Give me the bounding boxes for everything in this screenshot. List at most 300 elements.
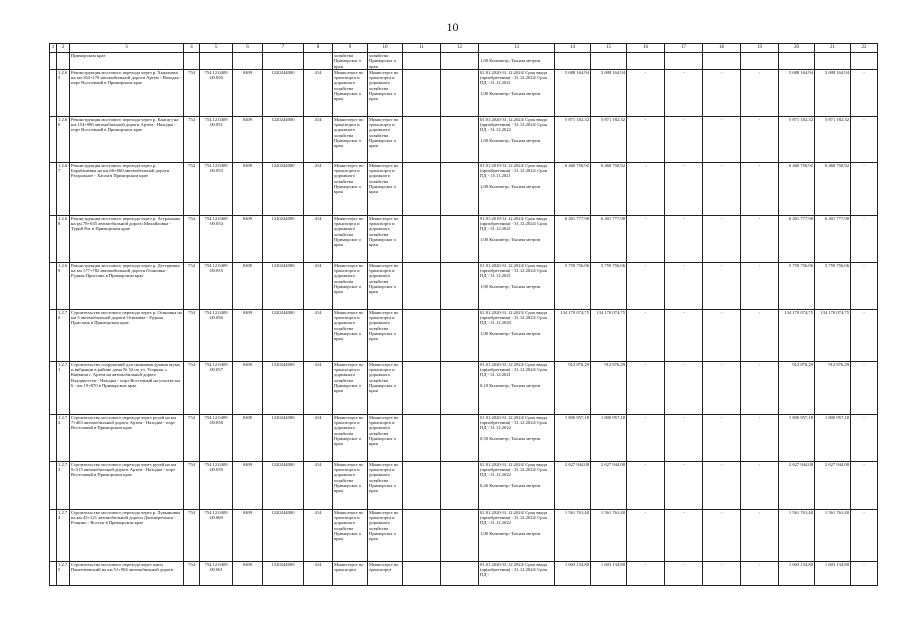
row-number: 1.2.67 [57, 162, 70, 215]
col-6: 0409 [233, 116, 263, 162]
col-18: - [703, 461, 741, 509]
column-number-11: 11 [403, 44, 441, 53]
term-text: 01.01.2020-31.12.2024/ Срок ввода (приобретения) - 31.12.2024/ Срок ПД - 31.12.2022 [480, 509, 548, 526]
col-1 [50, 116, 57, 162]
table-row [50, 461, 878, 509]
row-number: 1.2.68 [57, 215, 70, 262]
column-number-3: 3 [70, 44, 184, 53]
col-9: Министерст во транспорта [333, 561, 368, 585]
col-4: 754 [184, 215, 200, 262]
col-4: 754 [184, 309, 200, 361]
col-6: 0409 [233, 561, 263, 585]
col-16: - [627, 414, 665, 461]
col-19: - [741, 116, 779, 162]
col-20: 2 627 944,08 [779, 461, 815, 509]
col-1 [50, 561, 57, 585]
col-4: 754 [184, 561, 200, 585]
term-text: 01.01.2020-31.12.2024/ Срок ввода (приобретения) - 31.12.2024/ Срок ПД - 31.12.2022 [480, 116, 548, 133]
col-17: - [665, 116, 703, 162]
col-22: - [851, 116, 878, 162]
col-11 [403, 262, 441, 309]
col-5: 754.12.0409 .00.056 [200, 309, 233, 361]
column-number-21: 21 [815, 44, 851, 53]
col-17: - [665, 309, 703, 361]
col-15: 1 800 957,18 [591, 414, 627, 461]
col-8: 414 [304, 215, 333, 262]
col-12 [441, 116, 479, 162]
column-number-6: 6 [233, 44, 263, 53]
column-number-19: 19 [741, 44, 779, 53]
col-16: - [627, 561, 665, 585]
column-number-18: 18 [703, 44, 741, 53]
register-table [49, 43, 878, 586]
col-14: 1 561 761,40 [555, 509, 591, 561]
col-19: - [741, 361, 779, 414]
col-1 [50, 461, 57, 509]
col-4: 754 [184, 116, 200, 162]
col-6: 0409 [233, 414, 263, 461]
col-14: 2 627 944,08 [555, 461, 591, 509]
col-10: Министерст во транспорта и дорожного хозяйства Приморског о края [368, 309, 403, 361]
page-number: 10 [446, 20, 459, 34]
col-5: 754.12.0409 .00.058 [200, 414, 233, 461]
col-15: 5 688 164,94 [591, 69, 627, 116]
col-15: 1 561 761,40 [591, 509, 627, 561]
col-8: 414 [304, 509, 333, 561]
col-17: - [665, 509, 703, 561]
col-13 [479, 262, 555, 309]
col-18: - [703, 509, 741, 561]
col-19: - [741, 162, 779, 215]
col-19: - [741, 69, 779, 116]
col-18: - [703, 361, 741, 414]
col-22: - [851, 215, 878, 262]
col-21: 134 170 074,75 [815, 309, 851, 361]
col-13 [479, 509, 555, 561]
capacity-text: 0,50 Километр; Тысяча метров [480, 435, 541, 441]
col-9: Министерст во транспорта и дорожного хозяйства Приморског о края [333, 414, 368, 461]
col-19: - [741, 215, 779, 262]
col-22: - [851, 309, 878, 361]
col-16: - [627, 215, 665, 262]
col-11 [403, 162, 441, 215]
col-7: 1220244000 [263, 116, 304, 162]
continuation-col10: хозяйства Приморског о края [368, 53, 403, 70]
col-4: 754 [184, 361, 200, 414]
object-name: Реконструкция мостового перехода через р. Астраханка на км 78+635 автомобильной дороги Михайловка - Турий Рог в Приморском крае [70, 215, 184, 262]
col-14: 1 800 957,18 [555, 414, 591, 461]
object-name: Строительство мостового перехода через р. Осиновка на км 3 автомобильной дороги Осиновка - Рудная Пристань в Приморском крае [70, 309, 184, 361]
col-14: 5 871 182,32 [555, 116, 591, 162]
col-11 [403, 509, 441, 561]
column-number-1: 1 [50, 44, 57, 53]
col-10: Министерст во транспорта и дорожного хозяйства Приморског о края [368, 215, 403, 262]
col-11 [403, 116, 441, 162]
col-4: 754 [184, 262, 200, 309]
col-10: Министерст во транспорта и дорожного хозяйства Приморског о края [368, 162, 403, 215]
col-20: 912 876,29 [779, 361, 815, 414]
col-15: 6 401 777,98 [591, 215, 627, 262]
col-9: Министерст во транспорта и дорожного хозяйства Приморског о края [333, 69, 368, 116]
col-16: - [627, 361, 665, 414]
col-11 [403, 461, 441, 509]
table-row [50, 215, 878, 262]
column-number-15: 15 [591, 44, 627, 53]
col-13 [479, 461, 555, 509]
object-name: Строительство мостового перехода через р. Лукьяновка на км 45+121 автомобильной дороги Дальнереченск - Рощино - Восток в Приморском крае [70, 509, 184, 561]
term-text: 01.01.2020-31.12.2024/ Срок ввода (приобретения) - 31.12.2024/ Срок ПД - 31.12.2021 [480, 361, 548, 378]
col-4: 754 [184, 69, 200, 116]
col-1 [50, 414, 57, 461]
col-15: 912 876,29 [591, 361, 627, 414]
col-21: 2 627 944,08 [815, 461, 851, 509]
col-18: - [703, 561, 741, 585]
continuation-col9: хозяйства Приморског о края [333, 53, 368, 70]
col-5: 754.12.0409 .00.057 [200, 361, 233, 414]
col-16: - [627, 461, 665, 509]
table-row [50, 561, 878, 585]
col-9: Министерст во транспорта и дорожного хозяйства Приморског о края [333, 262, 368, 309]
col-14: 6 401 777,98 [555, 215, 591, 262]
col-13 [479, 69, 555, 116]
col-22: - [851, 162, 878, 215]
col-6: 0409 [233, 509, 263, 561]
col-14: 134 170 074,75 [555, 309, 591, 361]
column-number-7: 7 [263, 44, 304, 53]
term-text: 01.01.2020-31.12.2023/ Срок ввода (приобретения) - 31.12.2023/ Срок ПД - 31.12.2020 [480, 309, 548, 326]
col-9: Министерст во транспорта и дорожного хозяйства Приморског о края [333, 361, 368, 414]
col-11 [403, 69, 441, 116]
col-6: 0409 [233, 69, 263, 116]
col-20: 5 688 164,94 [779, 69, 815, 116]
col-7: 1220244000 [263, 509, 304, 561]
col-21: 912 876,29 [815, 361, 851, 414]
col-4: 754 [184, 162, 200, 215]
col-9: Министерст во транспорта и дорожного хозяйства Приморског о края [333, 116, 368, 162]
col-17: - [665, 69, 703, 116]
col-11 [403, 215, 441, 262]
object-name: Строительство мостового перехода через ручей на км 7+463 автомобильной дороги Артем - Находка - порт Восточный в Приморском крае [70, 414, 184, 461]
col-10: Министерст во транспорта и дорожного хозяйства Приморског о края [368, 69, 403, 116]
column-number-row [50, 44, 878, 53]
col-13 [479, 215, 555, 262]
col-5: 754.12.0409 .00.060 [200, 509, 233, 561]
col-12 [441, 509, 479, 561]
col-20: 5 871 182,32 [779, 116, 815, 162]
col-12 [441, 262, 479, 309]
table-row [50, 162, 878, 215]
col-19: - [741, 561, 779, 585]
col-20: 1 800 957,18 [779, 414, 815, 461]
col-12 [441, 69, 479, 116]
col-20: 1 561 761,40 [779, 509, 815, 561]
col-22: - [851, 414, 878, 461]
col-22: - [851, 561, 878, 585]
col-13 [479, 309, 555, 361]
col-14: 912 876,29 [555, 361, 591, 414]
term-text: 01.01.2020-31.12.2024/ Срок ввода (приобретения) - 31.12.2024/ Срок ПД - 31.12.2022 [480, 461, 548, 478]
capacity-text: 1,00 Километр; Тысяча метров [480, 330, 541, 336]
col-12 [441, 561, 479, 585]
col-16: - [627, 69, 665, 116]
col-7: 1220244000 [263, 461, 304, 509]
column-number-12: 12 [441, 44, 479, 53]
column-number-10: 10 [368, 44, 403, 53]
column-number-5: 5 [200, 44, 233, 53]
col-11 [403, 309, 441, 361]
col-18: - [703, 215, 741, 262]
capacity-text: 0,26 Километр; Тысяча метров [480, 482, 541, 488]
object-name: Реконструкция мостового перехода через р. Хмыловка на км 164+170 автомобильной дороги Артем - Находка - порт Восточный в Приморском крае [70, 69, 184, 116]
col-19: - [741, 262, 779, 309]
col-8: 414 [304, 116, 333, 162]
col-12 [441, 361, 479, 414]
col-19: - [741, 309, 779, 361]
col-9: Министерст во транспорта и дорожного хозяйства Приморског о края [333, 215, 368, 262]
col-16: - [627, 116, 665, 162]
col-20: 6 460 750,92 [779, 162, 815, 215]
col-11 [403, 414, 441, 461]
col-13 [479, 116, 555, 162]
col-4: 754 [184, 414, 200, 461]
object-name: Строительство сооружений для снижения уровня шума и вибрации в районе дома № 52 по ул. Угорная, с. Кневичи г. Артем на автомобильной дороге Владивосток - Находка - порт Восточный на участке км 6 - км 19+870 в Приморском крае [70, 361, 184, 414]
row-number: 1.2.75 [57, 561, 70, 585]
col-14: 1 603 134,80 [555, 561, 591, 585]
col-5: 754.12.0409 .00.051 [200, 116, 233, 162]
col-22: - [851, 461, 878, 509]
object-name: Реконструкция мостового перехода через р. Барабашевка на км 66+660 автомобильной дороги Раздольное - Хасан в Приморском крае [70, 162, 184, 215]
col-1 [50, 509, 57, 561]
col-18: - [703, 262, 741, 309]
col-17: - [665, 561, 703, 585]
column-number-17: 17 [665, 44, 703, 53]
col-5: 754.12.0409 .00.055 [200, 262, 233, 309]
capacity-text: 1,00 Километр; Тысяча метров [480, 183, 541, 189]
column-number-16: 16 [627, 44, 665, 53]
col-15: 1 603 134,80 [591, 561, 627, 585]
col-17: - [665, 262, 703, 309]
col-19: - [741, 414, 779, 461]
table-row [50, 262, 878, 309]
col-15: 134 170 074,75 [591, 309, 627, 361]
capacity-text: 1,00 Километр; Тысяча метров [480, 530, 541, 536]
term-text: 01.01.2020-31.12.2024/ Срок ввода (приобретения) - 31.12.2024/ Срок ПД - 31.12.2021 [480, 69, 548, 86]
column-number-14: 14 [555, 44, 591, 53]
col-1 [50, 69, 57, 116]
col-22: - [851, 262, 878, 309]
col-7: 1220244000 [263, 561, 304, 585]
object-name: Строительство мостового перехода через ключ Пантелеевский на км 51+904 автомобильной дороги [70, 561, 184, 585]
table-row [50, 116, 878, 162]
col-7: 1220244000 [263, 309, 304, 361]
col-17: - [665, 162, 703, 215]
capacity-text: 1,00 Километр; Тысяча метров [480, 283, 541, 289]
table-row [50, 361, 878, 414]
column-number-8: 8 [304, 44, 333, 53]
term-text: 01.01.2020-31.12.2024/ Срок ввода (приобретения) - 31.12.2024/ Срок ПД - 31.12.2022 [480, 414, 548, 431]
col-15: 2 627 944,08 [591, 461, 627, 509]
row-number: 1.2.72 [57, 414, 70, 461]
col-19: - [741, 509, 779, 561]
col-11 [403, 561, 441, 585]
col-8: 414 [304, 414, 333, 461]
col-9: Министерст во транспорта и дорожного хозяйства Приморског о края [333, 162, 368, 215]
col-1 [50, 309, 57, 361]
col-20: 1 603 134,80 [779, 561, 815, 585]
col-14: 6 460 750,92 [555, 162, 591, 215]
col-6: 0409 [233, 162, 263, 215]
row-number: 1.2.66 [57, 116, 70, 162]
object-name: Строительство мостового перехода через ручей на км 9+315 автомобильной дороги Артем - Находка - порт Восточный в Приморском крае [70, 461, 184, 509]
col-16: - [627, 509, 665, 561]
col-6: 0409 [233, 461, 263, 509]
col-10: Министерст во транспорта и дорожного хозяйства Приморског о края [368, 461, 403, 509]
col-21: 6 401 777,98 [815, 215, 851, 262]
col-7: 1220244000 [263, 162, 304, 215]
col-10: Министерст во транспорта и дорожного хозяйства Приморског о края [368, 509, 403, 561]
col-16: - [627, 262, 665, 309]
col-21: 1 603 134,80 [815, 561, 851, 585]
col-17: - [665, 361, 703, 414]
col-6: 0409 [233, 262, 263, 309]
continuation-col13: 1,00 Километр; Тысяча метров [479, 53, 555, 70]
column-number-4: 4 [184, 44, 200, 53]
col-8: 414 [304, 162, 333, 215]
row-number: 1.2.69 [57, 262, 70, 309]
col-20: 6 401 777,98 [779, 215, 815, 262]
col-5: 754.12.0409 .00.059 [200, 461, 233, 509]
table-row [50, 509, 878, 561]
col-10: Министерст во транспорта и дорожного хозяйства Приморског о края [368, 262, 403, 309]
col-20: 134 170 074,75 [779, 309, 815, 361]
table-body [50, 53, 878, 586]
continuation-name: Приморском крае [70, 53, 184, 70]
col-17: - [665, 414, 703, 461]
term-text: 01.01.2020-31.12.2024/ Срок ввода (приобретения) - 31.12.2024/ Срок ПД - [480, 561, 548, 578]
col-22: - [851, 361, 878, 414]
col-18: - [703, 69, 741, 116]
table-row [50, 414, 878, 461]
col-14: 5 688 164,94 [555, 69, 591, 116]
col-21: 5 688 164,94 [815, 69, 851, 116]
col-22: - [851, 509, 878, 561]
col-6: 0409 [233, 309, 263, 361]
col-10: Министерст во транспорта и дорожного хозяйства Приморског о края [368, 116, 403, 162]
col-18: - [703, 309, 741, 361]
col-8: 414 [304, 361, 333, 414]
col-7: 1220244000 [263, 414, 304, 461]
col-8: 414 [304, 461, 333, 509]
capacity-text: 1,00 Километр; Тысяча метров [480, 137, 541, 143]
col-14: 5 759 756,06 [555, 262, 591, 309]
capacity-text: 0,10 Километр; Тысяча метров [480, 382, 541, 388]
continuation-row [50, 53, 878, 70]
term-text: 01.01.2019-31.12.2024/ Срок ввода (приобретения) - 31.12.2024/ Срок ПД - 31.12.2021 [480, 215, 548, 232]
row-number: 1.2.74 [57, 509, 70, 561]
col-16: - [627, 309, 665, 361]
col-15: 6 460 750,92 [591, 162, 627, 215]
column-number-2: 2 [57, 44, 70, 53]
object-name: Реконструкция мостового перехода через р. Кангауз на км 154+980 автомобильной дороги Артем - Находка - порт Восточный в Приморском крае [70, 116, 184, 162]
col-21: 5 759 756,06 [815, 262, 851, 309]
col-13 [479, 414, 555, 461]
col-21: 5 871 182,32 [815, 116, 851, 162]
col-18: - [703, 162, 741, 215]
col-13 [479, 361, 555, 414]
col-13 [479, 162, 555, 215]
col-11 [403, 361, 441, 414]
col-9: Министерст во транспорта и дорожного хозяйства Приморског о края [333, 461, 368, 509]
col-10: Министерст во транспорта [368, 561, 403, 585]
col-6: 0409 [233, 361, 263, 414]
row-number: 1.2.65 [57, 69, 70, 116]
col-1 [50, 361, 57, 414]
col-8: 414 [304, 69, 333, 116]
col-5: 754.12.0409 .00.050 [200, 69, 233, 116]
col-1 [50, 262, 57, 309]
col-21: 6 460 750,92 [815, 162, 851, 215]
col-12 [441, 215, 479, 262]
col-18: - [703, 116, 741, 162]
term-text: 01.01.2020-31.12.2024/ Срок ввода (приобретения) - 31.12.2024/ Срок ПД - 31.12.2021 [480, 262, 548, 279]
col-5: 754.12.0409 .00.054 [200, 215, 233, 262]
col-12 [441, 414, 479, 461]
column-number-20: 20 [779, 44, 815, 53]
term-text: 01.01.2019-31.12.2024/ Срок ввода (приобретения) - 31.12.2024/ Срок ПД - 15.11.2021 [480, 162, 548, 179]
row-number: 1.2.73 [57, 461, 70, 509]
col-10: Министерст во транспорта и дорожного хозяйства Приморског о края [368, 361, 403, 414]
col-19: - [741, 461, 779, 509]
col-21: 1 561 761,40 [815, 509, 851, 561]
capacity-text: 1,00 Километр; Тысяча метров [480, 90, 541, 96]
col-16: - [627, 162, 665, 215]
object-name: Реконструкция мостового перехода через р. Дегтяренка на км 177+782 автомобильной дороги Осиновка - Рудная Пристань в Приморском крае [70, 262, 184, 309]
col-5: 754.12.0409 .00.053 [200, 162, 233, 215]
row-number: 1.2.70 [57, 309, 70, 361]
col-20: 5 759 756,06 [779, 262, 815, 309]
col-9: Министерст во транспорта и дорожного хозяйства Приморског о края [333, 309, 368, 361]
col-9: Министерст во транспорта и дорожного хозяйства Приморског о края [333, 509, 368, 561]
col-7: 1220244000 [263, 361, 304, 414]
col-17: - [665, 215, 703, 262]
col-5: 754.12.0409 .00.061 [200, 561, 233, 585]
col-8: 414 [304, 262, 333, 309]
col-1 [50, 162, 57, 215]
column-number-9: 9 [333, 44, 368, 53]
col-12 [441, 461, 479, 509]
col-10: Министерст во транспорта и дорожного хозяйства Приморског о края [368, 414, 403, 461]
col-12 [441, 309, 479, 361]
column-number-13: 13 [479, 44, 555, 53]
col-8: 414 [304, 561, 333, 585]
col-21: 1 800 957,18 [815, 414, 851, 461]
col-15: 5 759 756,06 [591, 262, 627, 309]
capacity-text: 1,00 Километр; Тысяча метров [480, 236, 541, 242]
table-row [50, 309, 878, 361]
col-6: 0409 [233, 215, 263, 262]
table-row [50, 69, 878, 116]
col-13 [479, 561, 555, 585]
col-18: - [703, 414, 741, 461]
col-22: - [851, 69, 878, 116]
col-7: 1220244000 [263, 215, 304, 262]
col-7: 1220244000 [263, 69, 304, 116]
col-15: 5 871 182,32 [591, 116, 627, 162]
col-4: 754 [184, 509, 200, 561]
col-1 [50, 215, 57, 262]
row-number: 1.2.71 [57, 361, 70, 414]
col-17: - [665, 461, 703, 509]
